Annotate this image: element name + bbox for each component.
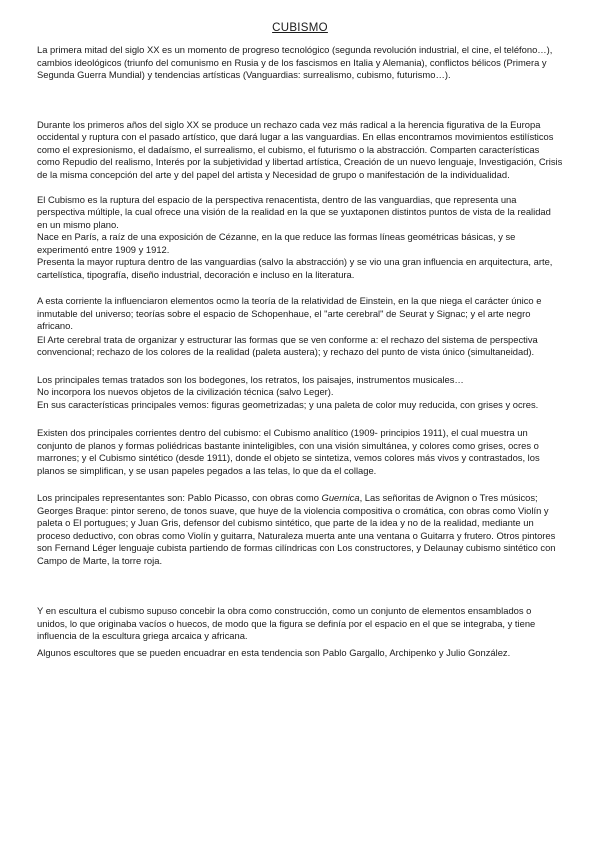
paragraph-cubismo-definicion: El Cubismo es la ruptura del espacio de la perspectiva renacentista, dentro de las vanguardias, que representa una perspectiva múltiple, la cual ofrece una visión de la realidad en la que se yuxtaponen distintos puntos de vista de la realidad en un mismo plano. xyxy=(37,193,551,230)
artwork-title-guernica: Guernica xyxy=(321,492,360,503)
paragraph-temas: Los principales temas tratados son los bodegones, los retratos, los paisajes, instrumentos musicales… xyxy=(37,373,464,385)
paragraph-vanguardias: Durante los primeros años del siglo XX se produce un rechazo cada vez más radical a la herencia figurativa de la Europa occidental y ruptura con el pasado artístico, que dará lugar a las vanguardias. En ellas encontramos movimientos estilísticos como el expresionismo, el dadaísmo, el surrealismo, el cubismo, el futurismo o la abstracción. Comparten características como Repudio del realismo, Interés por la subjetividad y libertad artística, Creación de un nuevo lenguaje, Investigación, Crisis de la misma concepción del arte y del papel del artista y Necesidad de grupo o manifestación de la individualidad. xyxy=(37,118,563,180)
representantes-text-end: , Las señoritas de Avignon o Tres músicos; Georges Braque: pintor sereno, de tonos suave, que huye de la violencia compositiva o cromática, con obras como Violín y paleta o El portugues; y Juan Gris, defensor del cubismo sintético, que parte de la idea y no de la realidad, mediante un proceso deductivo, con obras como Violín y guitarra, Naturaleza muerta ante una ventana o Guitarra y frutero. Otros pintores son Fernand Léger lenguaje cubista partiendo de formas cilíndricas con Los constructores, y Delaunay cubismo sintético con Campo de Marte, la torre roja. xyxy=(37,492,556,566)
document-body xyxy=(37,44,563,659)
paragraph-corrientes: Existen dos principales corrientes dentro del cubismo: el Cubismo analítico (1909- principios 1911), el cual muestra un conjunto de planos y formas poliédricas bastante ininteligibles, con una visión simultánea, y colores como grises, ocres o marrones; y el Cubismo sintético (desde 1911), donde el objeto se sintetiza, vemos colores más vivos y contrastados, los planos se simplifican, y se usan papeles pegados a las telas, lo que da el collage. xyxy=(37,427,540,476)
paragraph-origen-paris: Nace en París, a raíz de una exposición de Cézanne, en la que reduce las formas líneas geométricas básicas, y se experimentó entre 1909 y 1912. xyxy=(37,231,516,255)
paragraph-intro-context: La primera mitad del siglo XX es un momento de progreso tecnológico (segunda revolución industrial, el cine, el teléfono…), cambios ideológicos (triunfo del comunismo en Rusia y de los fascismos en Italia y Alemania), conflictos bélicos (Primera y Segunda Guerra Mundial) y tendencias artísticas (Vanguardias: surrealismo, cubismo, futurismo…). xyxy=(37,44,553,80)
paragraph-escultores: Algunos escultores que se pueden encuadrar en esta tendencia son Pablo Gargallo, Archipenko y Julio González. xyxy=(37,646,511,658)
paragraph-arte-cerebral: El Arte cerebral trata de organizar y estructurar las formas que se ven conforme a: el rechazo del sistema de perspectiva convencional; rechazo de los colores de la realidad (paleta austera); y rechazo del punto de vista único (simultaneidad). xyxy=(37,333,538,357)
paragraph-ruptura-influencia: Presenta la mayor ruptura dentro de las vanguardias (salvo la abstracción) y se vio una gran influencia en arquitectura, arte, cartelística, tipografía, diseño industrial, decoración e incluso en la literatura. xyxy=(37,256,553,280)
paragraph-escultura: Y en escultura el cubismo supuso concebir la obra como construcción, como un conjunto de elementos ensamblados o unidos, lo que originaba vacíos o huecos, de modo que la figura se definía por el espacio en el que se integraba, y tiene influencia de la escultura griega arcaica y africana. xyxy=(37,605,536,641)
paragraph-influencias: A esta corriente la influenciaron elementos ocmo la teoría de la relatividad de Einstein, en la que niega el carácter único e inmutable del universo; teorías sobre el espacio de Schopenhaue, el "arte cerebral" de Seurat y Signac; y el arte negro africano. xyxy=(37,295,542,331)
paragraph-representantes xyxy=(37,492,563,567)
document-title: CUBISMO xyxy=(272,22,328,34)
paragraph-objetos-tecnicos: No incorpora los nuevos objetos de la civilización técnica (salvo Leger). xyxy=(37,386,334,397)
paragraph-caracteristicas: En sus características principales vemos: figuras geometrizadas; y una paleta de color muy reducida, con grises y ocres. xyxy=(37,398,539,410)
representantes-text-start: Los principales representantes son: Pablo Picasso, con obras como xyxy=(37,492,322,503)
